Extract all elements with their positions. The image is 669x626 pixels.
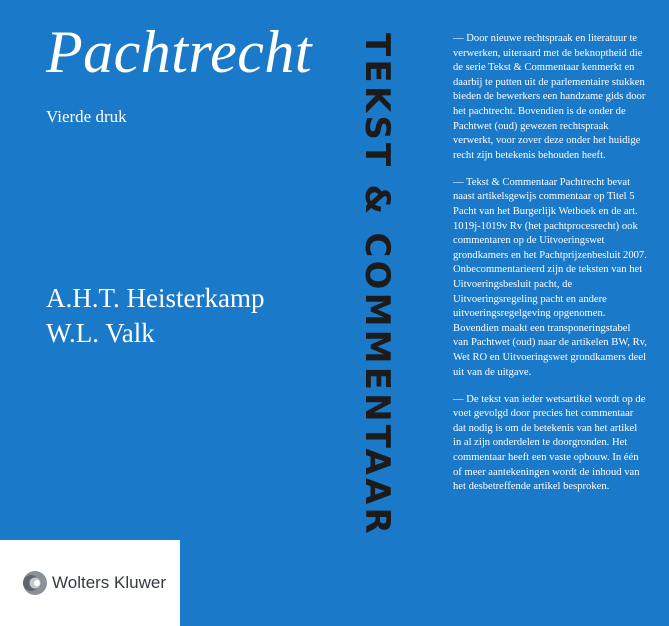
blurb-paragraph: — Door nieuwe rechtspraak en literatuur te verwerken, uiteraard met de beknoptheid die de serie Tekst & Commentaar kenmerkt en daarbij te putten uit de parlementaire stukken bieden de bewerkers een handzame gids door het pachtrecht. Bovendien is de onder de Pachtwet (oud) gewezen rechtspraak verwerkt, voor zover deze onder het huidige recht zijn betekenis behouden heeft. xyxy=(453,33,646,161)
author-list xyxy=(46,281,264,351)
wolters-kluwer-logo-icon xyxy=(22,570,48,596)
publisher-logo xyxy=(0,540,180,626)
spine xyxy=(349,33,399,593)
author-name: W.L. Valk xyxy=(46,318,155,348)
edition-label: Vierde druk xyxy=(46,107,127,126)
publisher-name: Wolters Kluwer xyxy=(52,573,166,592)
book-title: Pachtrecht xyxy=(46,19,313,85)
series-title: TEKST & COMMENTAAR xyxy=(357,33,397,537)
author-name: A.H.T. Heisterkamp xyxy=(46,283,265,313)
blurb-paragraph: — Tekst & Commentaar Pachtrecht bevat naast artikelsgewijs commentaar op Titel 5 Pacht van het Burgerlijk Wetboek en de art. 1019j-1019v Rv (het pachtprocesrecht) ook commentaren op de Uitvoeringswet grondkamers en het Pachtprijzenbesluit 2007. Onbecommentarieerd zijn de teksten van het Uitvoeringsbesluit pacht, de Uitvoeringsregeling pacht en andere uitvoeringsregelgeving opgenomen. Bovendien maakt een transponeringstabel van Pachtwet (oud) naar de artikelen BW, Rv, Wet RO en Uitvoeringswet grondkamers deel uit van de uitgave. xyxy=(453,176,647,378)
blurb-paragraph: — De tekst van ieder wetsartikel wordt op de voet gevolgd door precies het commentaar dat nodig is om de betekenis van het artikel in al zijn onderdelen te doorgronden. Het commentaar heeft een vaste opbouw. In één of meer aantekeningen wordt de inhoud van het desbetreffende artikel besproken. xyxy=(453,393,646,493)
back-cover-text xyxy=(453,32,647,507)
